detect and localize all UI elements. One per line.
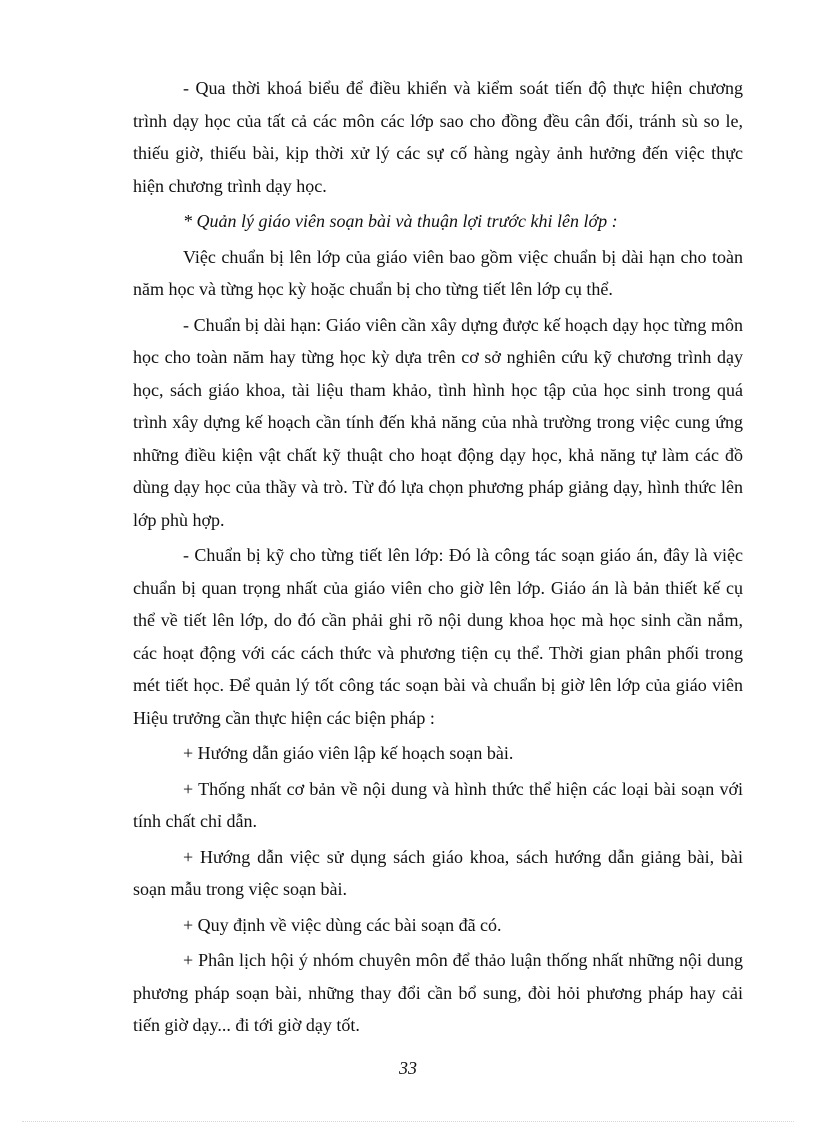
page-bottom-divider — [22, 1121, 794, 1122]
document-body — [133, 72, 743, 1045]
list-item-textbook-usage: + Hướng dẫn việc sử dụng sách giáo khoa, sách hướng dẫn giảng bài, bài soạn mẫu trong việc soạn bài. — [133, 846, 743, 899]
paragraph-timetable-control: - Qua thời khoá biểu để điều khiển và kiểm soát tiến độ thực hiện chương trình dạy học của tất cả các môn các lớp sao cho đồng đều cân đối, tránh sù so le, thiếu giờ, thiếu bài, kịp thời xử lý các sự cố hàng ngày ảnh hưởng đến việc thực hiện chương trình dạy học. — [133, 78, 743, 196]
list-item-unify-content: + Thống nhất cơ bản về nội dung và hình thức thể hiện các loại bài soạn với tính chất chỉ dẫn. — [133, 778, 743, 831]
list-item-existing-plans: + Quy định về việc dùng các bài soạn đã có. — [183, 914, 502, 935]
paragraph-long-term-preparation: - Chuẩn bị dài hạn: Giáo viên cần xây dựng được kế hoạch dạy học từng môn học cho toàn năm hay từng học kỳ dựa trên cơ sở nghiên cứu kỹ chương trình dạy học, sách giáo khoa, tài liệu tham khảo, tình hình học tập của học sinh trong quá trình xây dựng kế hoạch cần tính đến khả năng của nhà trường trong việc cung ứng những điều kiện vật chất kỹ thuật cho hoạt động dạy học, khả năng tự làm các đồ dùng dạy học của thầy và trò. Từ đó lựa chọn phương pháp giảng dạy, hình thức lên lớp phù hợp. — [133, 314, 743, 530]
paragraph-preparation-overview: Việc chuẩn bị lên lớp của giáo viên bao gồm việc chuẩn bị dài hạn cho toàn năm học và từng học kỳ hoặc chuẩn bị cho từng tiết lên lớp cụ thể. — [133, 246, 743, 299]
section-heading-lesson-preparation: * Quản lý giáo viên soạn bài và thuận lợi trước khi lên lớp : — [183, 211, 618, 231]
paragraph-lesson-plan-preparation: - Chuẩn bị kỹ cho từng tiết lên lớp: Đó là công tác soạn giáo án, đây là việc chuẩn bị quan trọng nhất của giáo viên cho giờ lên lớp. Giáo án là bản thiết kế cụ thể về tiết lên lớp, do đó cần phải ghi rõ nội dung khoa học mà học sinh cần nắm, các hoạt động với các cách thức và phương tiện cụ thể. Thời gian phân phối trong mét tiết học. Để quản lý tốt công tác soạn bài và chuẩn bị giờ lên lớp của giáo viên Hiệu trưởng cần thực hiện các biện pháp : — [133, 545, 743, 728]
list-item-guide-planning: + Hướng dẫn giáo viên lập kế hoạch soạn bài. — [183, 743, 514, 763]
page-number: 33 — [399, 1058, 417, 1078]
list-item-group-meetings: + Phân lịch hội ý nhóm chuyên môn để thảo luận thống nhất những nội dung phương pháp soạn bài, những thay đổi cần bổ sung, đòi hỏi phương pháp hay cải tiến giờ dạy... đi tới giờ dạy tốt. — [133, 950, 743, 1035]
